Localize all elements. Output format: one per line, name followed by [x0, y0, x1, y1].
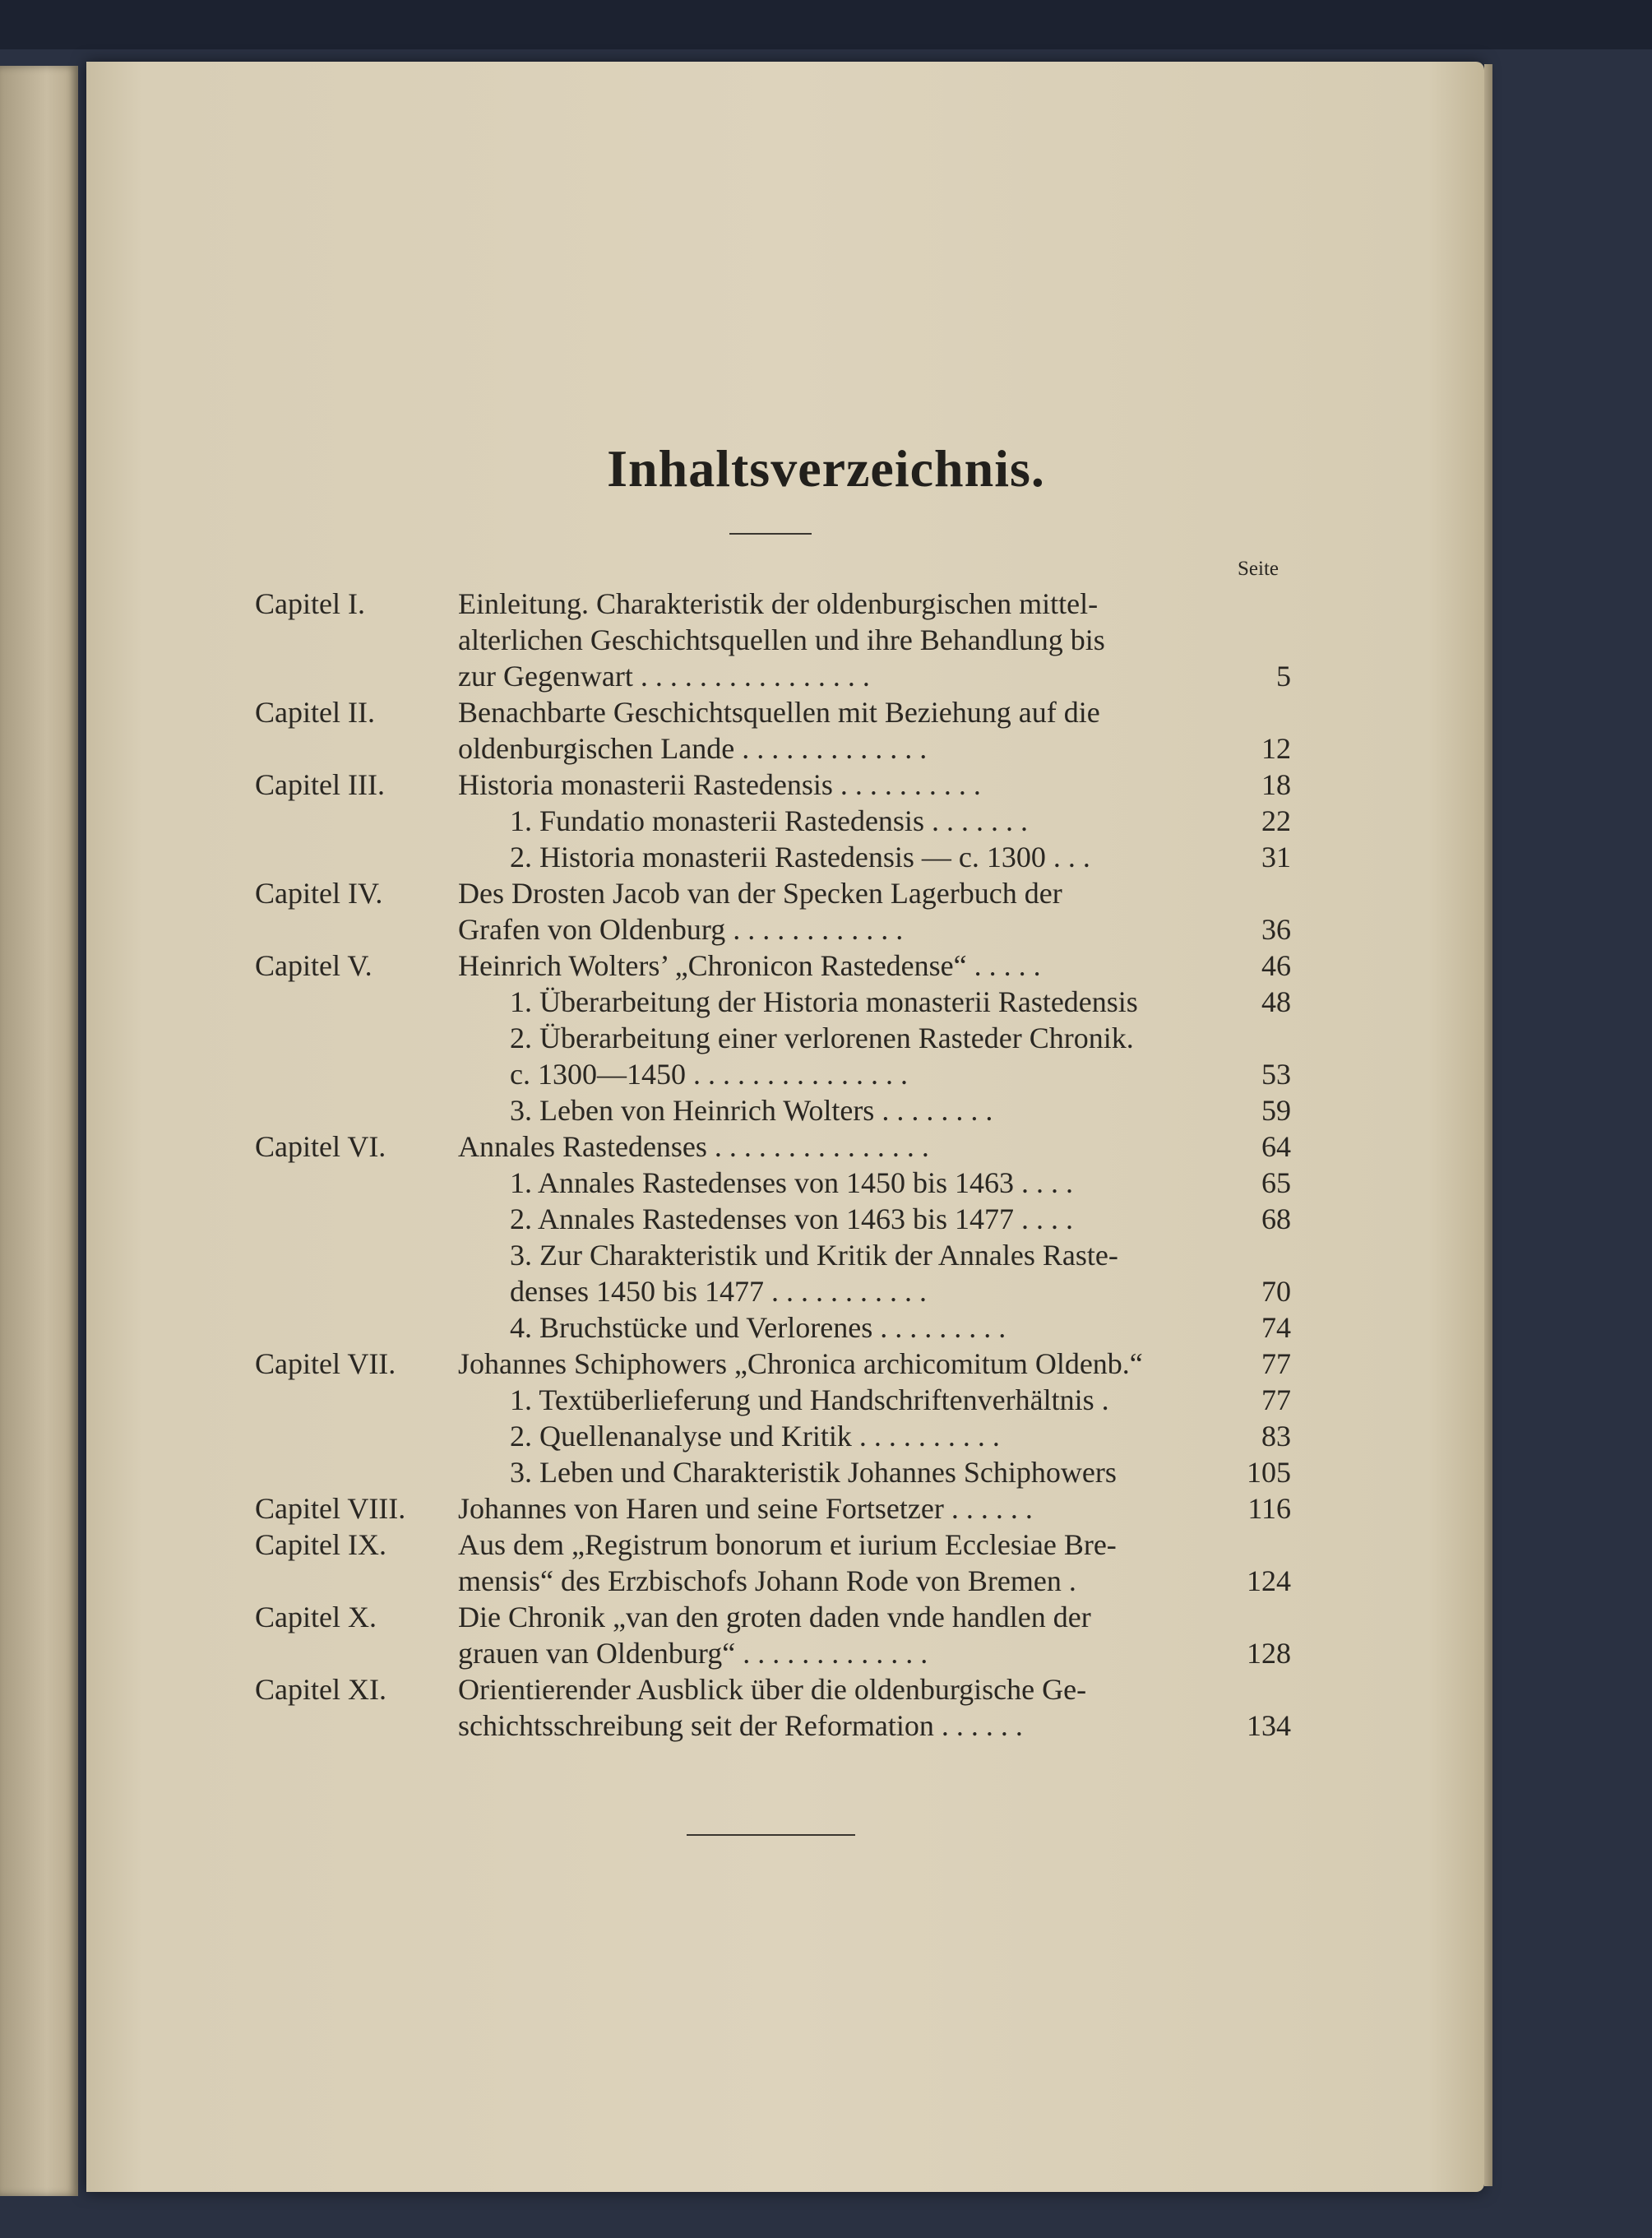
entry-text: c. 1300—1450 . . . . . . . . . . . . . . .	[510, 1058, 908, 1091]
page-number: 77	[1261, 1383, 1291, 1416]
entry-text: alterlichen Geschichtsquellen und ihre Behandlung bis	[458, 623, 1105, 656]
toc-line	[0, 875, 1652, 911]
toc-line	[0, 1671, 1652, 1707]
page-number: 12	[1261, 732, 1291, 765]
chapter-label: Capitel VIII.	[255, 1492, 406, 1525]
page-number: 128	[1247, 1637, 1291, 1670]
toc-line	[0, 1563, 1652, 1599]
page-number: 83	[1261, 1420, 1291, 1453]
entry-text: grauen van Oldenburg“ . . . . . . . . . . . . .	[458, 1637, 928, 1670]
entry-text: Des Drosten Jacob van der Specken Lagerbuch der	[458, 877, 1062, 910]
page-number: 5	[1276, 660, 1291, 693]
toc-line	[0, 1165, 1652, 1201]
toc-line	[0, 1490, 1652, 1527]
entry-text: schichtsschreibung seit der Reformation . . . . . .	[458, 1709, 1023, 1742]
entry-text: Orientierender Ausblick über die oldenburgische Ge-	[458, 1673, 1087, 1706]
toc-line	[0, 1201, 1652, 1237]
entry-text: oldenburgischen Lande . . . . . . . . . . . . .	[458, 732, 928, 765]
page-number: 116	[1247, 1492, 1291, 1525]
entry-text: 4. Bruchstücke und Verlorenes . . . . . . . . .	[510, 1311, 1006, 1344]
toc-line	[0, 1418, 1652, 1454]
entry-text: Annales Rastedenses . . . . . . . . . . . . . . .	[458, 1130, 929, 1163]
toc-line	[0, 1527, 1652, 1563]
page-number: 46	[1261, 949, 1291, 982]
toc-line	[0, 1454, 1652, 1490]
toc-line	[0, 839, 1652, 875]
chapter-label: Capitel III.	[255, 768, 385, 801]
toc-line	[0, 694, 1652, 730]
page-number: 18	[1261, 768, 1291, 801]
entry-text: mensis“ des Erzbischofs Johann Rode von Bremen .	[458, 1564, 1076, 1597]
toc-line	[0, 803, 1652, 839]
page-number: 53	[1261, 1058, 1291, 1091]
page-number: 22	[1261, 804, 1291, 837]
page-number: 36	[1261, 913, 1291, 946]
page-number: 74	[1261, 1311, 1291, 1344]
page-number: 134	[1247, 1709, 1291, 1742]
toc-line	[0, 586, 1652, 622]
entry-text: 1. Fundatio monasterii Rastedensis . . . . . . .	[510, 804, 1028, 837]
toc-line	[0, 1707, 1652, 1744]
entry-text: 3. Leben und Charakteristik Johannes Schiphowers	[510, 1456, 1117, 1489]
toc-line	[0, 622, 1652, 658]
toc-line	[0, 1635, 1652, 1671]
toc-line	[0, 984, 1652, 1020]
toc-line	[0, 1056, 1652, 1092]
toc-line	[0, 1092, 1652, 1128]
toc-line	[0, 1599, 1652, 1635]
toc-line	[0, 1128, 1652, 1165]
toc-line	[0, 1382, 1652, 1418]
chapter-label: Capitel IV.	[255, 877, 383, 910]
entry-text: 2. Annales Rastedenses von 1463 bis 1477 . . . .	[510, 1202, 1073, 1235]
toc-line	[0, 1237, 1652, 1273]
chapter-label: Capitel VI.	[255, 1130, 386, 1163]
toc-line	[0, 658, 1652, 694]
entry-text: Historia monasterii Rastedensis . . . . . . . . . .	[458, 768, 981, 801]
entry-text: Johannes Schiphowers „Chronica archicomitum Oldenb.“	[458, 1347, 1143, 1380]
toc-line	[0, 1346, 1652, 1382]
entry-text: 2. Historia monasterii Rastedensis — c. 1300 . . .	[510, 841, 1090, 873]
page-number: 68	[1261, 1202, 1291, 1235]
entry-text: 1. Überarbeitung der Historia monasterii Rastedensis	[510, 985, 1138, 1018]
chapter-label: Capitel IX.	[255, 1528, 386, 1561]
entry-text: zur Gegenwart . . . . . . . . . . . . . . . .	[458, 660, 870, 693]
page-number: 105	[1247, 1456, 1291, 1489]
chapter-label: Capitel XI.	[255, 1673, 386, 1706]
entry-text: Benachbarte Geschichtsquellen mit Beziehung auf die	[458, 696, 1100, 729]
chapter-label: Capitel X.	[255, 1601, 377, 1633]
seite-label: Seite	[1238, 558, 1279, 580]
toc-line	[0, 1020, 1652, 1056]
entry-text: Heinrich Wolters’ „Chronicon Rastedense“ . . . . .	[458, 949, 1041, 982]
entry-text: Einleitung. Charakteristik der oldenburgischen mittel-	[458, 587, 1099, 620]
chapter-label: Capitel II.	[255, 696, 375, 729]
toc-line	[0, 911, 1652, 948]
entry-text: Aus dem „Registrum bonorum et iurium Ecclesiae Bre-	[458, 1528, 1117, 1561]
entry-text: 1. Textüberlieferung und Handschriftenverhältnis .	[510, 1383, 1109, 1416]
end-rule	[687, 1834, 855, 1836]
entry-text: 2. Überarbeitung einer verlorenen Rasteder Chronik.	[510, 1022, 1134, 1054]
entry-text: Grafen von Oldenburg . . . . . . . . . . . .	[458, 913, 904, 946]
entry-text: 3. Leben von Heinrich Wolters . . . . . . . .	[510, 1094, 993, 1127]
page-number: 64	[1261, 1130, 1291, 1163]
page-number: 70	[1261, 1275, 1291, 1308]
toc-line	[0, 767, 1652, 803]
chapter-label: Capitel V.	[255, 949, 373, 982]
page-number: 31	[1261, 841, 1291, 873]
entry-text: 1. Annales Rastedenses von 1450 bis 1463 . . . .	[510, 1166, 1073, 1199]
entry-text: Die Chronik „van den groten daden vnde handlen der	[458, 1601, 1091, 1633]
toc-line	[0, 948, 1652, 984]
page-number: 77	[1261, 1347, 1291, 1380]
entry-text: 3. Zur Charakteristik und Kritik der Annales Raste-	[510, 1239, 1118, 1272]
entry-text: denses 1450 bis 1477 . . . . . . . . . . .	[510, 1275, 927, 1308]
page-number: 48	[1261, 985, 1291, 1018]
chapter-label: Capitel VII.	[255, 1347, 396, 1380]
page-number: 59	[1261, 1094, 1291, 1127]
entry-text: Johannes von Haren und seine Fortsetzer . . . . . .	[458, 1492, 1033, 1525]
toc-line	[0, 1273, 1652, 1309]
toc-line	[0, 1309, 1652, 1346]
toc-line	[0, 730, 1652, 767]
page-title: Inhaltsverzeichnis.	[607, 439, 1045, 498]
chapter-label: Capitel I.	[255, 587, 365, 620]
entry-text: 2. Quellenanalyse und Kritik . . . . . . . . . .	[510, 1420, 1000, 1453]
page-number: 65	[1261, 1166, 1291, 1199]
page-number: 124	[1247, 1564, 1291, 1597]
